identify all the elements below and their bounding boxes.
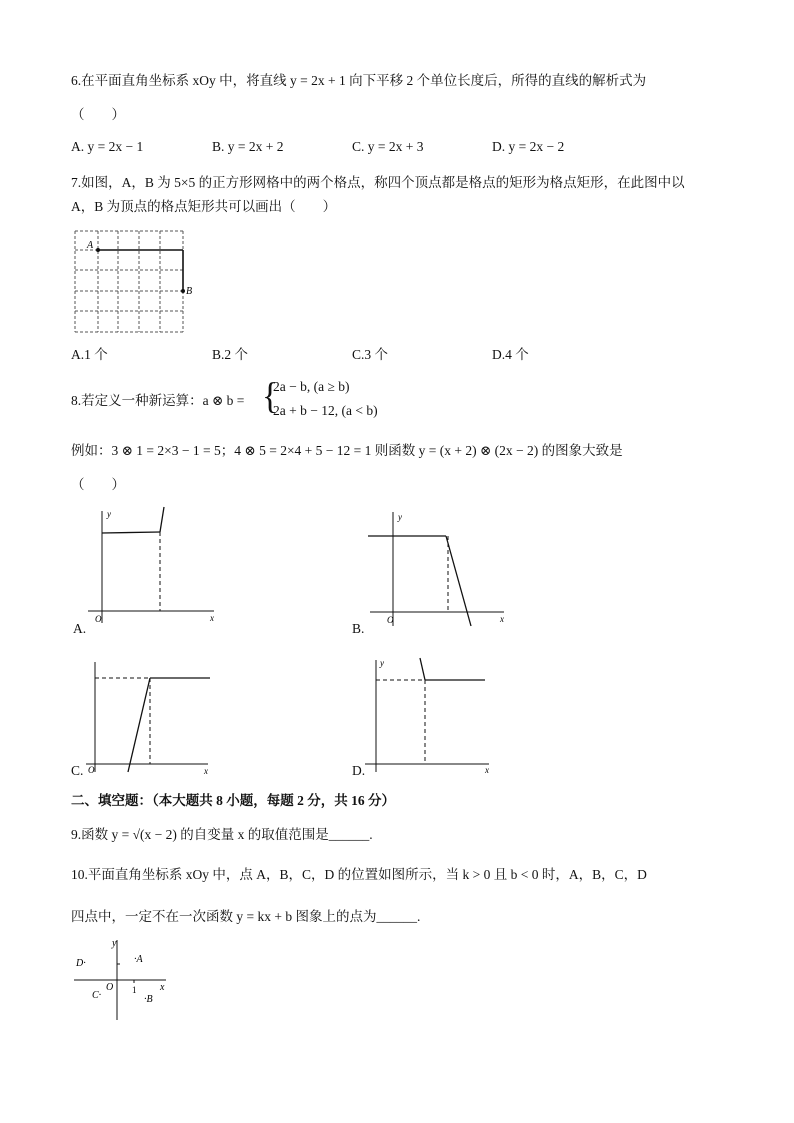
q8-graph-d	[363, 656, 493, 774]
q8-graph-b	[368, 508, 508, 628]
section-2-heading: 二、填空题：（本大题共 8 小题，每题 2 分，共 16 分）	[71, 793, 395, 808]
q10-x-label: x	[160, 982, 165, 993]
q7-option-a: A.1 个	[71, 347, 108, 362]
q10-stem-line2: 四点中，一定不在一次函数 y = kx + b 图象上的点为______.	[71, 909, 421, 924]
q7-stem-line2: A，B 为顶点的格点矩形共可以画出（ ）	[71, 199, 337, 214]
q7-option-c: C.3 个	[352, 347, 389, 362]
q10-point-c: C·	[92, 990, 102, 1001]
q8b-x-label: x	[500, 614, 504, 624]
q10-point-b: ·B	[144, 994, 153, 1005]
q8a-x-label: x	[210, 613, 214, 623]
q7-grid-figure	[70, 226, 200, 338]
q10-coordinate-figure	[72, 936, 172, 1022]
q7-option-d: D.4 个	[492, 347, 529, 362]
q8-option-d-label: D.	[352, 763, 366, 778]
q8-option-b-label: B.	[352, 621, 365, 636]
q8-case2: 2a + b − 12, (a < b)	[273, 403, 378, 418]
q8-case1: 2a − b, (a ≥ b)	[273, 379, 350, 394]
q8-option-a-label: A.	[73, 621, 87, 636]
q8-stem: 8.若定义一种新运算：a ⊗ b =	[71, 393, 245, 408]
q6-option-b: B. y = 2x + 2	[212, 139, 284, 154]
q7-point-a-label: A	[87, 240, 94, 251]
q8d-x-label: x	[485, 765, 489, 774]
q8-graph-c	[84, 658, 214, 774]
q8b-y-label: y	[398, 512, 402, 522]
q8-option-c-label: C.	[71, 763, 84, 778]
q6-option-c: C. y = 2x + 3	[352, 139, 424, 154]
q9-stem: 9.函数 y = √(x − 2) 的自变量 x 的取值范围是______.	[71, 827, 373, 842]
q8c-o-label: O	[88, 765, 95, 774]
q6-paren: （ ）	[71, 107, 125, 122]
q10-point-d: D·	[76, 958, 86, 969]
q8-example: 例如：3 ⊗ 1 = 2×3 − 1 = 5；4 ⊗ 5 = 2×4 + 5 − 12 = 1 则函数 y = (x + 2) ⊗ (2x − 2) 的图象大致是	[71, 443, 623, 458]
q8-brace: {	[262, 376, 279, 417]
q10-y-label: y	[112, 938, 117, 949]
q10-point-a: ·A	[134, 954, 143, 965]
q8a-y-label: y	[107, 509, 111, 519]
q8b-o-label: O	[387, 615, 394, 625]
q7-stem-line1: 7.如图，A，B 为 5×5 的正方形网格中的两个格点，称四个顶点都是格点的矩形为格点矩形，在此图中以	[71, 175, 685, 190]
q8-graph-a	[86, 505, 218, 625]
q6-stem: 6.在平面直角坐标系 xOy 中，将直线 y = 2x + 1 向下平移 2 个单位长度后，所得的直线的解析式为	[71, 73, 647, 88]
q7-option-b: B.2 个	[212, 347, 249, 362]
q8c-x-label: x	[204, 766, 208, 774]
q7-point-b-label: B	[186, 286, 193, 297]
q10-stem-line1: 10.平面直角坐标系 xOy 中，点 A，B，C，D 的位置如图所示，当 k > 0 且 b < 0 时，A，B，C，D	[71, 867, 647, 882]
q10-one-label: 1	[132, 985, 137, 995]
q6-option-d: D. y = 2x − 2	[492, 139, 565, 154]
q10-o-label: O	[106, 982, 114, 993]
q8-paren: （ ）	[71, 477, 125, 492]
q8a-o-label: O	[95, 614, 102, 624]
q6-option-a: A. y = 2x − 1	[71, 139, 144, 154]
q8d-y-label: y	[380, 658, 384, 668]
